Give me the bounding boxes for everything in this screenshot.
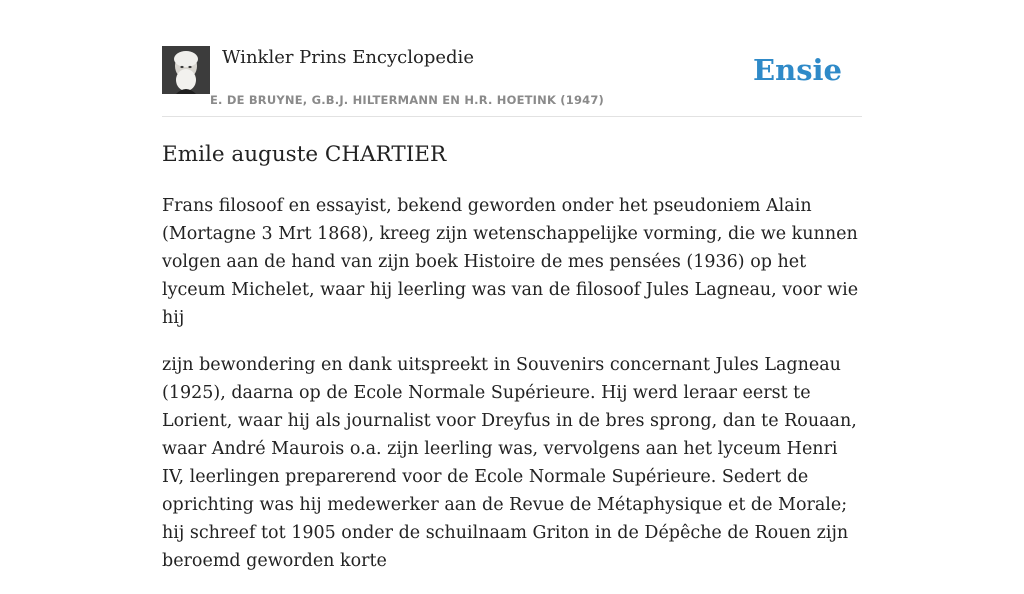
author-portrait-image: [162, 46, 210, 94]
article-paragraph: zijn bewondering en dank uitspreekt in Souvenirs concernant Jules Lagneau (1925), daarna op de Ecole Normale Supérieure. Hij werd leraar eerst te Lorient, waar hij als journalist voor Dreyfus in de bres sprong, dan te Rouaan, waar André Maurois o.a. zijn leerling was, vervolgens aan het lyceum Henri IV, leerlingen preparerend voor de Ecole Normale Supérieure. Sedert de oprichting was hij medewerker aan de Revue de Métaphysique et de Morale; hij schreef tot 1905 onder de schuilnaam Griton in de Dépêche de Rouen zijn beroemd geworden korte: [162, 355, 857, 571]
source-authors: E. DE BRUYNE, G.B.J. HILTERMANN EN H.R. HOETINK (1947): [210, 93, 605, 107]
article-title: Emile auguste CHARTIER: [162, 142, 447, 167]
brand-logo-link[interactable]: Ensie: [753, 53, 842, 87]
source-title[interactable]: Winkler Prins Encyclopedie: [222, 47, 474, 68]
source-header: [162, 46, 862, 117]
article-body: [162, 192, 862, 594]
article-paragraph: Frans filosoof en essayist, bekend geworden onder het pseudoniem Alain (Mortagne 3 Mrt 1868), kreeg zijn wetenschappelijke vorming, die we kunnen volgen aan de hand van zijn boek Histoire de mes pensées (1936) op het lyceum Michelet, waar hij leerling was van de filosoof Jules Lagneau, voor wie hij: [162, 196, 859, 328]
author-avatar: [162, 46, 210, 94]
